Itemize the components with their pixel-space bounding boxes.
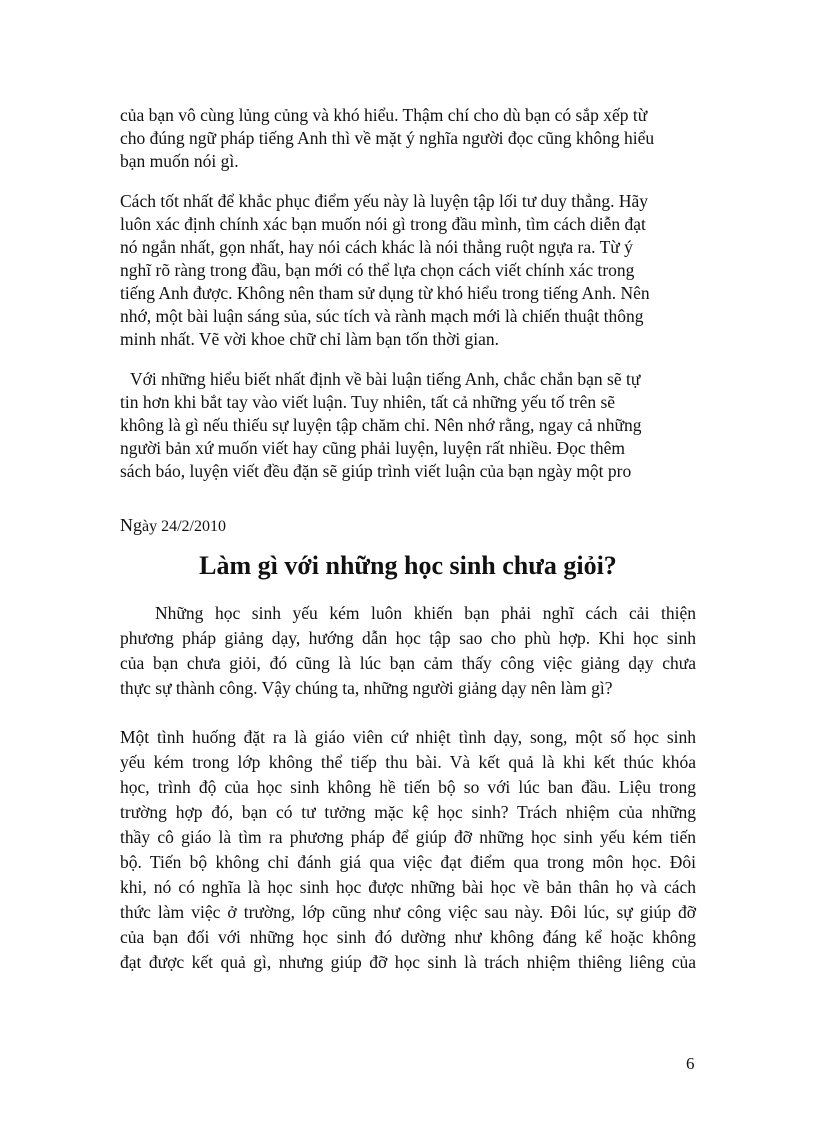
text-line: trường hợp đó, bạn có tư tưởng mặc kệ học sinh? Trách nhiệm của những xyxy=(120,802,696,822)
text-line: cho đúng ngữ pháp tiếng Anh thì về mặt ý nghĩa người đọc cũng không hiểu xyxy=(120,128,655,148)
article-title: Làm gì với những học sinh chưa giỏi? xyxy=(199,551,617,580)
text-line: thầy cô giáo là tìm ra phương pháp để giúp đỡ những học sinh yếu kém tiến xyxy=(120,827,696,847)
text-line: không là gì nếu thiếu sự luyện tập chăm chỉ. Nên nhớ rằng, ngay cả những xyxy=(120,415,642,435)
text-line: người bản xứ muốn viết hay cũng phải luyện, luyện rất nhiều. Đọc thêm xyxy=(120,438,625,458)
text-line: học, trình độ của học sinh không hề tiến bộ so với lúc ban đầu. Liệu trong xyxy=(120,777,696,797)
text-line: bộ. Tiến bộ không chỉ đánh giá qua việc đạt điểm qua trong môn học. Đôi xyxy=(120,852,696,872)
text-line: của bạn chưa giỏi, đó cũng là lúc bạn cảm thấy công việc giảng dạy chưa xyxy=(120,653,696,673)
text-line: thức làm việc ở trường, lớp cũng như công việc sau này. Đôi lúc, sự giúp đỡ xyxy=(120,902,696,922)
text-line: bạn muốn nói gì. xyxy=(120,151,239,171)
date-prefix: Ng xyxy=(120,515,142,535)
text-line: tin hơn khi bắt tay vào viết luận. Tuy nhiên, tất cả những yếu tố trên sẽ xyxy=(120,392,616,412)
text-line: sách báo, luyện viết đều đặn sẽ giúp trình viết luận của bạn ngày một pro xyxy=(120,461,632,481)
text-line: thực sự thành công. Vậy chúng ta, những người giảng dạy nên làm gì? xyxy=(120,678,613,698)
date-line xyxy=(120,514,226,538)
text-line: khi, nó có nghĩa là học sinh học được những bài học về bản thân họ và cách xyxy=(120,877,696,897)
text-line: của bạn vô cùng lủng củng và khó hiểu. Thậm chí cho dù bạn có sắp xếp từ xyxy=(120,105,648,125)
text-line: luôn xác định chính xác bạn muốn nói gì trong đầu mình, tìm cách diễn đạt xyxy=(120,214,646,234)
text-line: Với những hiểu biết nhất định về bài luận tiếng Anh, chắc chắn bạn sẽ tự xyxy=(130,369,641,389)
text-line: Một tình huống đặt ra là giáo viên cứ nhiệt tình dạy, song, một số học sinh xyxy=(120,727,696,747)
text-line: của bạn đối với những học sinh đó dường như không đáng kể hoặc không xyxy=(120,927,696,947)
text-line: minh nhất. Vẽ vời khoe chữ chỉ làm bạn tốn thời gian. xyxy=(120,329,500,349)
text-line: đạt được kết quả gì, nhưng giúp đỡ học sinh là trách nhiệm thiêng liêng của xyxy=(120,952,696,972)
date-rest: ày 24/2/2010 xyxy=(142,518,226,535)
text-line: yếu kém trong lớp không thể tiếp thu bài. Và kết quả là khi kết thúc khóa xyxy=(120,752,696,772)
text-line: tiếng Anh được. Không nên tham sử dụng từ khó hiểu trong tiếng Anh. Nên xyxy=(120,283,650,303)
page-number: 6 xyxy=(686,1054,695,1073)
text-line: Những học sinh yếu kém luôn khiến bạn phải nghĩ cách cải thiện xyxy=(155,603,696,623)
text-line: phương pháp giảng dạy, hướng dẫn học tập sao cho phù hợp. Khi học sinh xyxy=(120,628,696,648)
text-line: nghĩ rõ ràng trong đầu, bạn mới có thể lựa chọn cách viết chính xác trong xyxy=(120,260,635,280)
text-line: nhớ, một bài luận sáng sủa, súc tích và rành mạch mới là chiến thuật thông xyxy=(120,306,644,326)
text-line: nó ngắn nhất, gọn nhất, hay nói cách khác là nói thẳng ruột ngựa ra. Từ ý xyxy=(120,237,633,257)
text-line: Cách tốt nhất để khắc phục điểm yếu này là luyện tập lối tư duy thẳng. Hãy xyxy=(120,191,649,211)
